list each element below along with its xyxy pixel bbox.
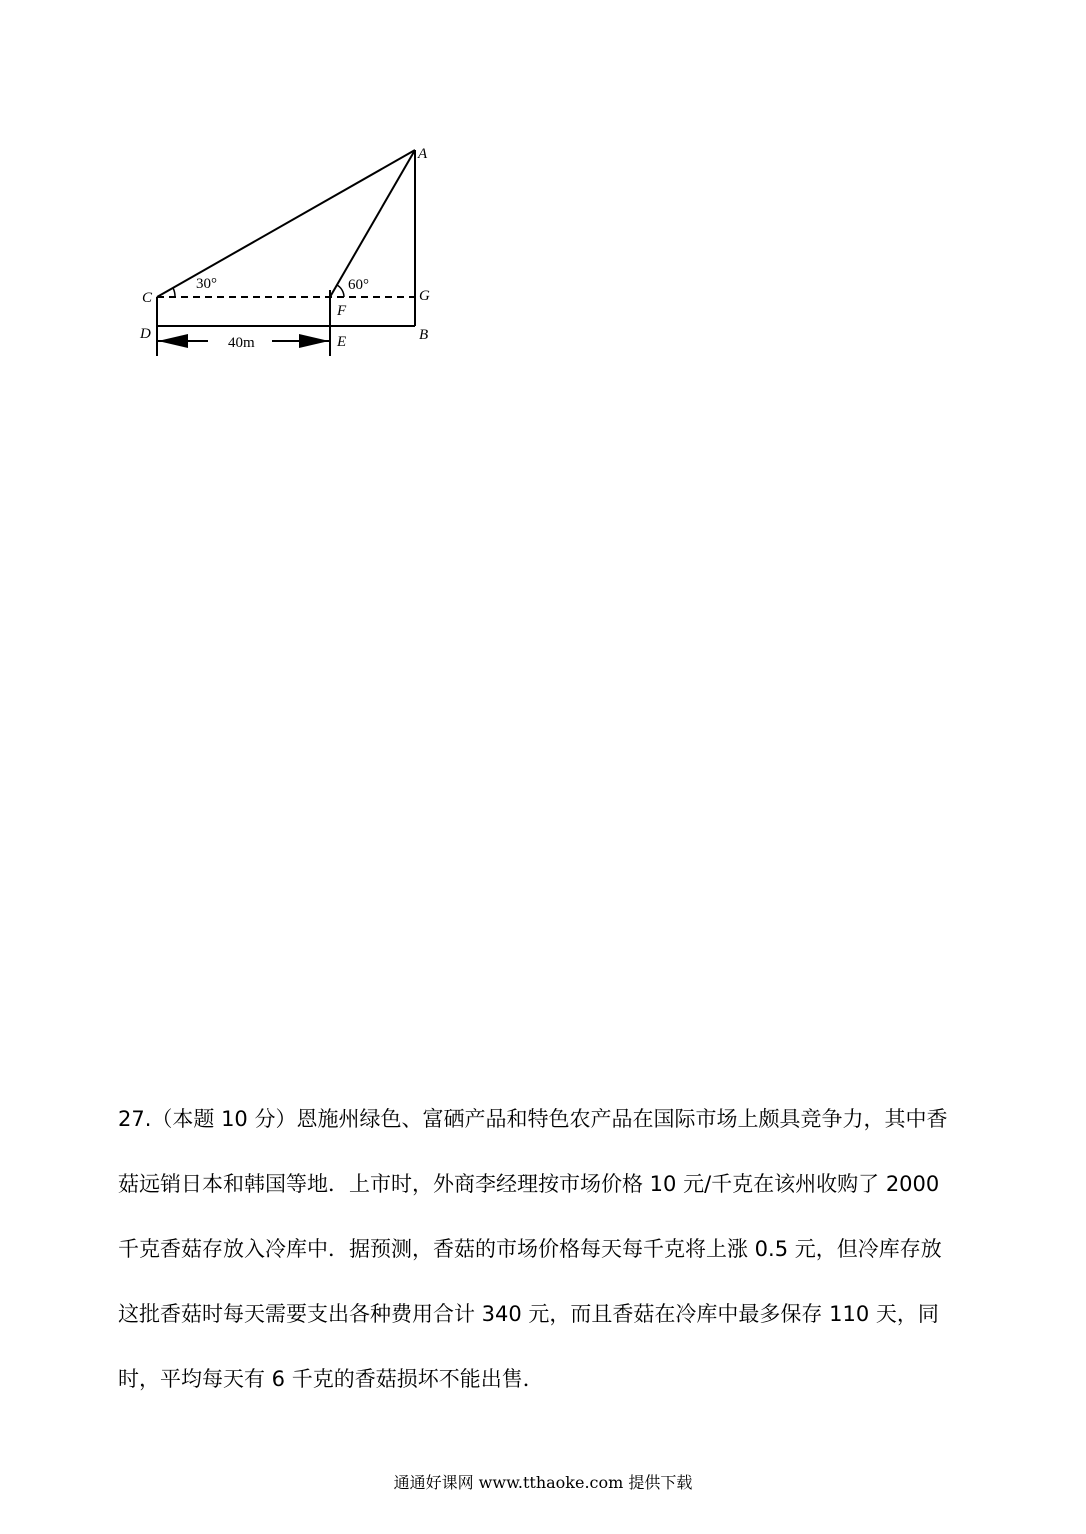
problem-27 — [118, 1105, 978, 1394]
label-angle-c: 30° — [196, 276, 217, 292]
label-distance: 40m — [228, 335, 255, 351]
label-b: B — [419, 327, 429, 343]
angle-arc-c — [173, 288, 175, 297]
label-a: A — [418, 146, 428, 162]
label-d: D — [140, 326, 151, 342]
page-footer: 通通好课网 www.tthaoke.com 提供下载 — [393, 1473, 693, 1492]
problem-line: 时，平均每天有 6 千克的香菇损坏不能出售． — [118, 1367, 544, 1391]
angle-arc-f — [337, 285, 344, 297]
problem-line: 这批香菇时每天需要支出各种费用合计 340 元，而且香菇在冷库中最多保存 110 天，同 — [118, 1302, 939, 1326]
problem-line: 27.（本题 10 分）恩施州绿色、富硒产品和特色农产品在国际市场上颇具竞争力，其中香 — [118, 1107, 948, 1131]
line-ca — [157, 150, 415, 297]
geometry-figure — [130, 135, 450, 365]
problem-line: 千克香菇存放入冷库中．据预测，香菇的市场价格每天每千克将上涨 0.5 元，但冷库存放 — [118, 1237, 942, 1261]
label-c: C — [142, 290, 153, 306]
label-e: E — [337, 334, 347, 350]
problem-line: 菇远销日本和韩国等地．上市时，外商李经理按市场价格 10 元/千克在该州收购了 2000 — [118, 1172, 940, 1196]
label-f: F — [337, 303, 347, 319]
line-fa — [330, 150, 415, 297]
label-g: G — [419, 288, 430, 304]
label-angle-f: 60° — [348, 277, 369, 293]
